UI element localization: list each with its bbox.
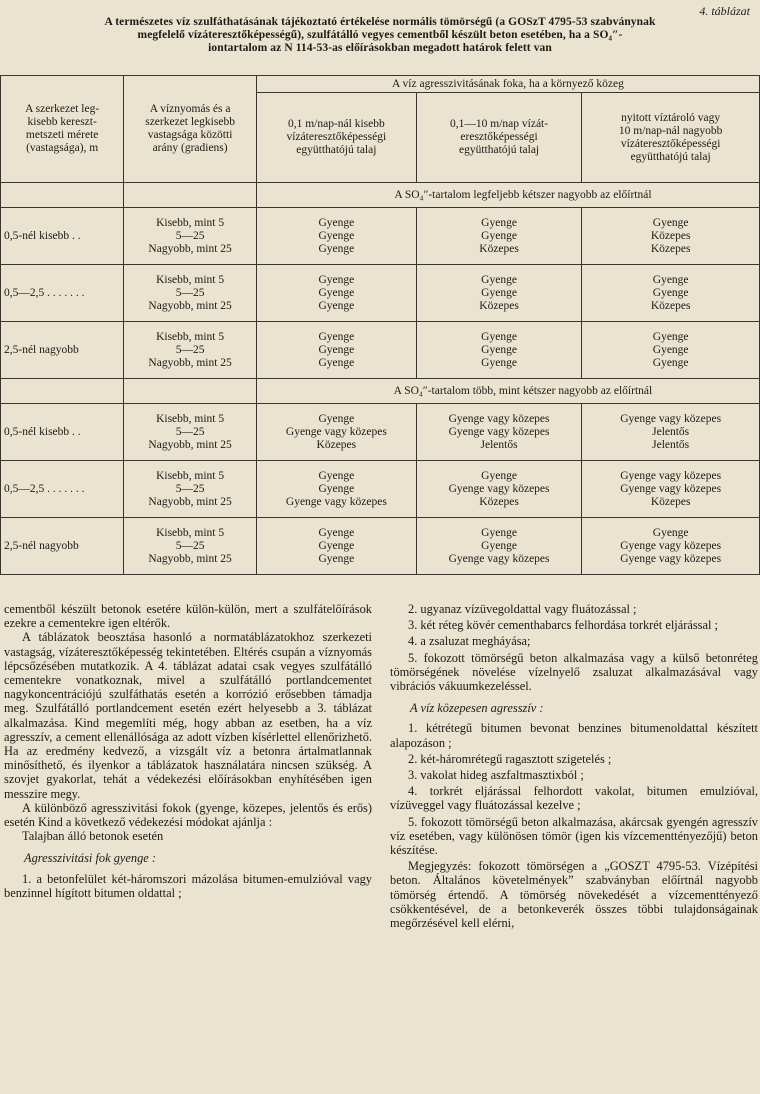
cell-value: Gyenge <box>652 286 689 299</box>
cell-value: 5—25 <box>175 425 205 438</box>
cell-value: Gyenge <box>318 552 355 565</box>
table-caption <box>4 16 756 55</box>
header-line: együtthatójú talaj <box>296 144 377 156</box>
size-cell: 2,5-nél nagyobb <box>1 518 124 575</box>
section-spacer <box>1 379 124 404</box>
cell-value: Kisebb, mint 5 <box>156 469 225 482</box>
header-soil-low <box>256 93 416 183</box>
header-line: nyitott víztároló vagy <box>621 111 721 124</box>
cell-value: Gyenge <box>318 356 355 369</box>
caption-line: iontartalom az N 114-53-as előírásokban megadott határok felett van <box>208 42 552 54</box>
a-cell <box>256 404 416 461</box>
table-row <box>1 461 760 518</box>
header-line: eresztőképességi <box>460 131 538 143</box>
header-group: A víz agresszivitásának foka, ha a környező közeg <box>256 76 759 93</box>
cell-value: Gyenge <box>481 229 517 242</box>
paragraph: 1. kétrétegű bitumen bevonat benzines bitumenoldattal készített alapozáson ; <box>390 721 758 750</box>
paragraph: A különböző agresszivitási fokok (gyenge, közepes, jelentős és erős) esetén Kind a következő védekezési módokat ajánlja : <box>4 800 372 830</box>
header-line: arány (gradiens) <box>152 142 228 154</box>
cell-value: Nagyobb, mint 25 <box>148 242 232 255</box>
cell-value: Gyenge <box>318 412 355 425</box>
section-title: A SO₄″-tartalom legfeljebb kétszer nagyobb az előírtnál <box>256 183 759 208</box>
cell-value: Kisebb, mint 5 <box>156 412 225 425</box>
paragraph: A táblázatok beosztása hasonló a normatáblázatokhoz szerkezeti vastagság, vízáteresztőképesség tekintetében. Eltérés csupán a víznyomás lépcsőzésében mutatkozik. A 4. táblázat adatai csak vegyes szulfátálló cementekre vonatkoznak, mivel a szulfátálló portlandcementet nagykoncentrációjú szulfáthatás esetén a korrózió erősebben támadja meg. Szulfátálló portlandcement esetén ezért helyesebb a 3. táblázat alkalmazása. Kind megemlíti még, hogy abban az esetben, ha a víz agresszív, a cement ellenállósága az adott vízben kísérlettel ellenőrizhető. Ha az eredmény kedvező, a vizsgált víz a betonra ártalmatlannak minősíthető, és ilyenkor a táblázatok használatára nincsen szükség. A szovjet gyakorlat, tehát a védekezési előírásokban enyhítésében igen messzire megy. <box>4 630 372 801</box>
b-cell <box>416 265 581 322</box>
cell-value: Gyenge <box>481 539 517 552</box>
cell-value: Gyenge <box>652 273 689 286</box>
size-cell: 0,5-nél kisebb . . <box>1 404 124 461</box>
grad-cell <box>124 461 257 518</box>
a-cell <box>256 518 416 575</box>
section-heading: A víz közepesen agresszív : <box>410 701 544 716</box>
right-text-column <box>390 602 758 930</box>
cell-value: Gyenge <box>318 229 355 242</box>
cell-value: Gyenge <box>318 539 355 552</box>
table-row <box>1 208 760 265</box>
cell-value: Gyenge vagy közepes <box>448 425 550 438</box>
cell-value: Gyenge <box>318 469 355 482</box>
header-line: 10 m/nap-nál nagyobb <box>618 124 723 137</box>
a-cell <box>256 208 416 265</box>
header-line: 0,1—10 m/nap vízát- <box>450 118 549 130</box>
paragraph: 2. ugyanaz vízüvegoldattal vagy fluátozással ; <box>408 602 637 616</box>
paragraph: 1. a betonfelület két-háromszori mázolása bitumen-emulzióval vagy benzinnel hígított bitumen oldattal ; <box>4 871 372 900</box>
header-line: együtthatójú talaj <box>630 150 711 163</box>
header-line: metszeti mérete <box>25 129 99 141</box>
cell-value: Gyenge <box>652 526 689 539</box>
cell-value: 5—25 <box>175 343 205 356</box>
cell-value: Gyenge <box>318 273 355 286</box>
section-spacer <box>1 183 124 208</box>
b-cell <box>416 518 581 575</box>
caption-line: megfelelő vízáteresztőképességű), szulfátálló vegyes cementből készült beton esetében, ha a SO₄″- <box>137 29 623 41</box>
size-cell: 0,5—2,5 . . . . . . . <box>1 265 124 322</box>
cell-value: 5—25 <box>175 286 205 299</box>
grad-cell <box>124 208 257 265</box>
c-cell <box>582 322 760 379</box>
cell-value: Gyenge <box>481 343 517 356</box>
grad-cell <box>124 404 257 461</box>
cell-value: Gyenge <box>318 242 355 255</box>
paragraph: Talajban álló betonok esetén <box>22 829 164 844</box>
table-row <box>1 404 760 461</box>
b-cell <box>416 208 581 265</box>
b-cell <box>416 461 581 518</box>
cell-value: Jelentős <box>652 425 690 438</box>
header-line: vízáteresztőképességi <box>286 131 387 143</box>
cell-value: Gyenge <box>652 330 689 343</box>
grad-cell <box>124 518 257 575</box>
table-row <box>1 322 760 379</box>
cell-value: Közepes <box>479 242 519 255</box>
cell-value: Közepes <box>650 242 691 255</box>
cell-value: Gyenge vagy közepes <box>620 482 722 495</box>
cell-value: Gyenge <box>318 286 355 299</box>
paragraph: 2. két-háromrétegű ragasztott szigetelés ; <box>408 751 612 766</box>
header-gradient <box>124 76 257 183</box>
section-title: A SO₄″-tartalom több, mint kétszer nagyobb az előírtnál <box>256 379 759 404</box>
table-number-label: 4. táblázat <box>699 4 750 18</box>
header-line: A víznyomás és a <box>149 103 231 115</box>
paragraph: 5. fokozott tömörségű beton alkalmazása vagy a külső betonréteg tömörségének növelése vízelnyelő zsaluzat alkalmazásával vagy vibrációs vákuumkezeléssel. <box>390 650 758 694</box>
paragraph: 3. vakolat hideg aszfaltmasztixból ; <box>408 768 584 783</box>
c-cell <box>582 208 760 265</box>
size-cell: 0,5-nél kisebb . . <box>1 208 124 265</box>
section-spacer <box>124 183 257 208</box>
c-cell <box>582 461 760 518</box>
cell-value: Kisebb, mint 5 <box>156 216 225 229</box>
cell-value: Gyenge vagy közepes <box>285 425 387 438</box>
header-line: (vastagsága), m <box>26 142 99 154</box>
cell-value: Közepes <box>316 438 357 451</box>
section-spacer <box>124 379 257 404</box>
header-open-water <box>582 93 760 183</box>
a-cell <box>256 461 416 518</box>
header-line: A szerkezet leg- <box>25 103 100 115</box>
cell-value: Gyenge <box>481 330 517 343</box>
header-size <box>1 76 124 183</box>
cell-value: Gyenge <box>481 286 517 299</box>
cell-value: Közepes <box>650 495 691 508</box>
cell-value: Nagyobb, mint 25 <box>148 438 232 451</box>
table-row <box>1 265 760 322</box>
b-cell <box>416 322 581 379</box>
size-cell: 2,5-nél nagyobb <box>1 322 124 379</box>
cell-value: Kisebb, mint 5 <box>156 526 225 539</box>
cell-value: Gyenge vagy közepes <box>620 552 722 565</box>
cell-value: Gyenge <box>318 216 355 229</box>
cell-value: 5—25 <box>175 539 205 552</box>
c-cell <box>582 518 760 575</box>
header-line: 0,1 m/nap-nál kisebb <box>287 118 385 130</box>
cell-value: Nagyobb, mint 25 <box>148 552 232 565</box>
cell-value: Jelentős <box>480 438 518 451</box>
sulfate-table <box>0 75 760 575</box>
cell-value: Gyenge <box>318 299 355 312</box>
cell-value: Jelentős <box>652 438 690 451</box>
left-text-column <box>4 602 372 902</box>
header-line: vastagsága közötti <box>147 129 233 141</box>
paragraph: 3. két réteg kövér cementhabarcs felhordása torkrét eljárással ; <box>408 618 718 633</box>
cell-value: Gyenge vagy közepes <box>448 552 550 565</box>
cell-value: Gyenge <box>481 216 517 229</box>
cell-value: Gyenge <box>481 526 517 539</box>
c-cell <box>582 265 760 322</box>
cell-value: Gyenge <box>481 469 517 482</box>
cell-value: Gyenge <box>481 356 517 369</box>
grad-cell <box>124 265 257 322</box>
cell-value: Gyenge vagy közepes <box>448 412 550 425</box>
header-line: szerkezet legkisebb <box>145 116 235 128</box>
cell-value: Kisebb, mint 5 <box>156 330 225 343</box>
cell-value: Közepes <box>479 299 519 312</box>
header-line: kisebb kereszt- <box>27 116 97 128</box>
paragraph: 4. torkrét eljárással felhordott vakolat, bitumen emulzióval, vízüveggel vagy fluátozással kezelve ; <box>390 784 758 813</box>
cell-value: Kisebb, mint 5 <box>156 273 225 286</box>
cell-value: 5—25 <box>175 229 205 242</box>
grad-cell <box>124 322 257 379</box>
cell-value: Nagyobb, mint 25 <box>148 299 232 312</box>
cell-value: 5—25 <box>175 482 205 495</box>
a-cell <box>256 322 416 379</box>
cell-value: Gyenge vagy közepes <box>620 412 722 425</box>
paragraph: 4. a zsaluzat megháyása; <box>408 634 531 649</box>
cell-value: Nagyobb, mint 25 <box>148 495 232 508</box>
section-heading: Agresszivitási fok gyenge : <box>24 851 157 866</box>
size-cell: 0,5—2,5 . . . . . . . <box>1 461 124 518</box>
paragraph: Megjegyzés: fokozott tömörségen a „GOSZT 4795-53. Vízépítési beton. Általános követelmények” szabványban előírtnál nagyobb tömörség értendő. A tömörség növekedését a vízcementtényező csökkentésével, de a betonkeverék összes többi tulajdonságainak megőrzésével kell elérni, <box>390 859 758 931</box>
paragraph: 5. fokozott tömörségű beton alkalmazása, akárcsak gyengén agresszív víz esetében, vagy különösen tömör (igen kis vízcementtényezőjű) beton készítése. <box>390 814 758 858</box>
b-cell <box>416 404 581 461</box>
cell-value: Gyenge <box>318 330 355 343</box>
cell-value: Gyenge <box>481 273 517 286</box>
cell-value: Gyenge <box>652 216 689 229</box>
table-row <box>1 518 760 575</box>
cell-value: Gyenge <box>652 356 689 369</box>
cell-value: Közepes <box>650 299 691 312</box>
header-line: vízáteresztőképességi <box>620 137 721 150</box>
c-cell <box>582 404 760 461</box>
header-line: együtthatójú talaj <box>458 144 540 156</box>
cell-value: Gyenge <box>318 526 355 539</box>
cell-value: Nagyobb, mint 25 <box>148 356 232 369</box>
a-cell <box>256 265 416 322</box>
paragraph: cementből készült betonok esetére külön-külön, mert a szulfátelőírások ezekre a cementekre igen eltérők. <box>4 602 372 631</box>
cell-value: Gyenge vagy közepes <box>285 495 387 508</box>
cell-value: Közepes <box>650 229 691 242</box>
cell-value: Gyenge <box>318 482 355 495</box>
caption-line: A természetes víz szulfáthatásának tájékoztató értékelése normális tömörségű (a GOSzT 4795-53 szabványnak <box>104 16 656 28</box>
header-soil-mid <box>416 93 581 183</box>
cell-value: Gyenge <box>318 343 355 356</box>
cell-value: Gyenge vagy közepes <box>620 469 722 482</box>
cell-value: Gyenge vagy közepes <box>620 539 722 552</box>
cell-value: Közepes <box>479 495 519 508</box>
cell-value: Gyenge vagy közepes <box>448 482 550 495</box>
cell-value: Gyenge <box>652 343 689 356</box>
